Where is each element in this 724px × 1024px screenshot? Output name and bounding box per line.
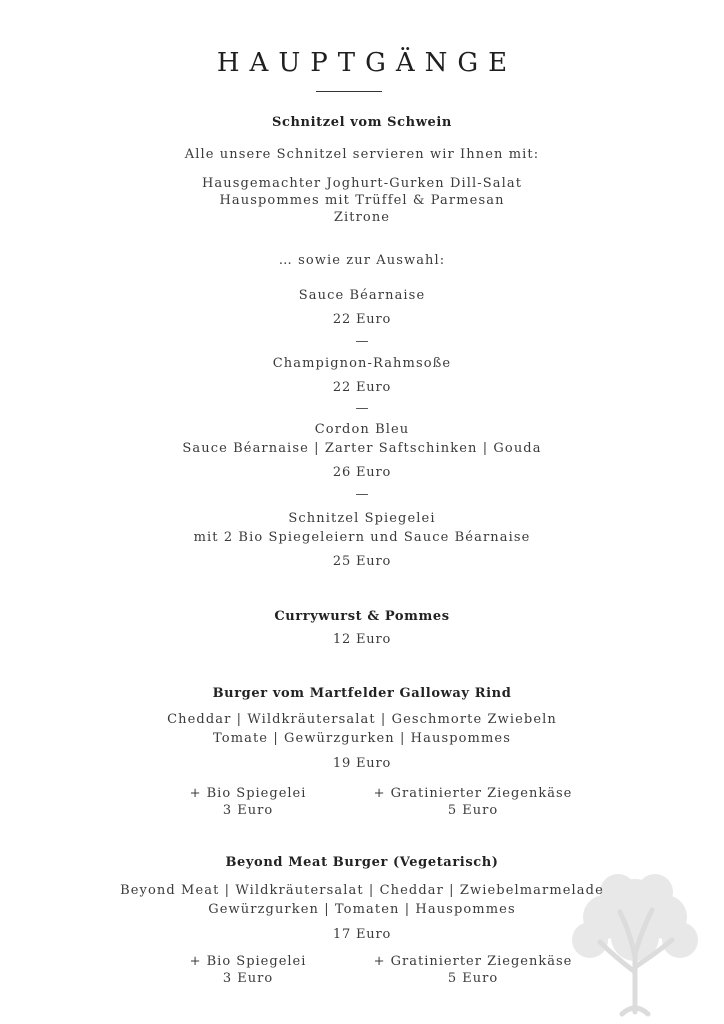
option-name: Cordon Bleu [314, 422, 410, 437]
option-name: Sauce Béarnaise [298, 288, 426, 303]
beyond-extra-egg [138, 953, 358, 987]
option-price: 22 Euro [332, 312, 392, 327]
section-heading-currywurst: Currywurst & Pommes [274, 609, 450, 624]
beyond-ingredients: Gewürzgurken | Tomaten | Hauspommes [208, 902, 516, 917]
title-divider [316, 91, 382, 92]
beyond-price: 17 Euro [332, 927, 392, 942]
schnitzel-side: Hausgemachter Joghurt-Gurken Dill-Salat [201, 176, 523, 191]
extra-price: 5 Euro [447, 971, 499, 986]
extra-name: + Bio Spiegelei [189, 954, 307, 969]
extra-price: 3 Euro [222, 803, 274, 818]
burger-ingredients: Cheddar | Wildkräutersalat | Geschmorte Zwiebeln [167, 712, 557, 727]
section-heading-beyond: Beyond Meat Burger (Vegetarisch) [225, 855, 499, 870]
option-name: Champignon-Rahmsoße [272, 356, 452, 371]
option-name: Schnitzel Spiegelei [288, 511, 436, 526]
beyond-ingredients: Beyond Meat | Wildkräutersalat | Cheddar | Zwiebelmarmelade [120, 883, 604, 898]
option-price: 22 Euro [332, 380, 392, 395]
currywurst-price: 12 Euro [332, 632, 392, 647]
schnitzel-intro: Alle unsere Schnitzel servieren wir Ihnen mit: [184, 147, 540, 162]
extra-name: + Gratinierter Ziegenkäse [373, 954, 573, 969]
section-heading-schnitzel: Schnitzel vom Schwein [272, 115, 452, 130]
option-description: mit 2 Bio Spiegeleiern und Sauce Béarnaise [193, 530, 531, 545]
extra-price: 3 Euro [222, 971, 274, 986]
option-description: Sauce Béarnaise | Zarter Saftschinken | Gouda [182, 441, 542, 456]
burger-extra-goat-cheese [363, 785, 583, 819]
option-separator: — [355, 487, 369, 502]
schnitzel-side: Hauspommes mit Trüffel & Parmesan [219, 193, 505, 208]
beyond-extra-goat-cheese [363, 953, 583, 987]
burger-price: 19 Euro [332, 756, 392, 771]
option-separator: — [355, 334, 369, 349]
schnitzel-side: Zitrone [333, 210, 391, 225]
burger-extra-egg [138, 785, 358, 819]
extra-name: + Gratinierter Ziegenkäse [373, 786, 573, 801]
option-price: 26 Euro [332, 465, 392, 480]
extra-name: + Bio Spiegelei [189, 786, 307, 801]
burger-ingredients: Tomate | Gewürzgurken | Hauspommes [213, 731, 511, 746]
section-heading-burger: Burger vom Martfelder Galloway Rind [212, 686, 512, 701]
page-title: HAUPTGÄNGE [216, 48, 518, 78]
option-separator: — [355, 401, 369, 416]
option-price: 25 Euro [332, 554, 392, 569]
schnitzel-choice-intro: … sowie zur Auswahl: [278, 253, 446, 268]
extra-price: 5 Euro [447, 803, 499, 818]
